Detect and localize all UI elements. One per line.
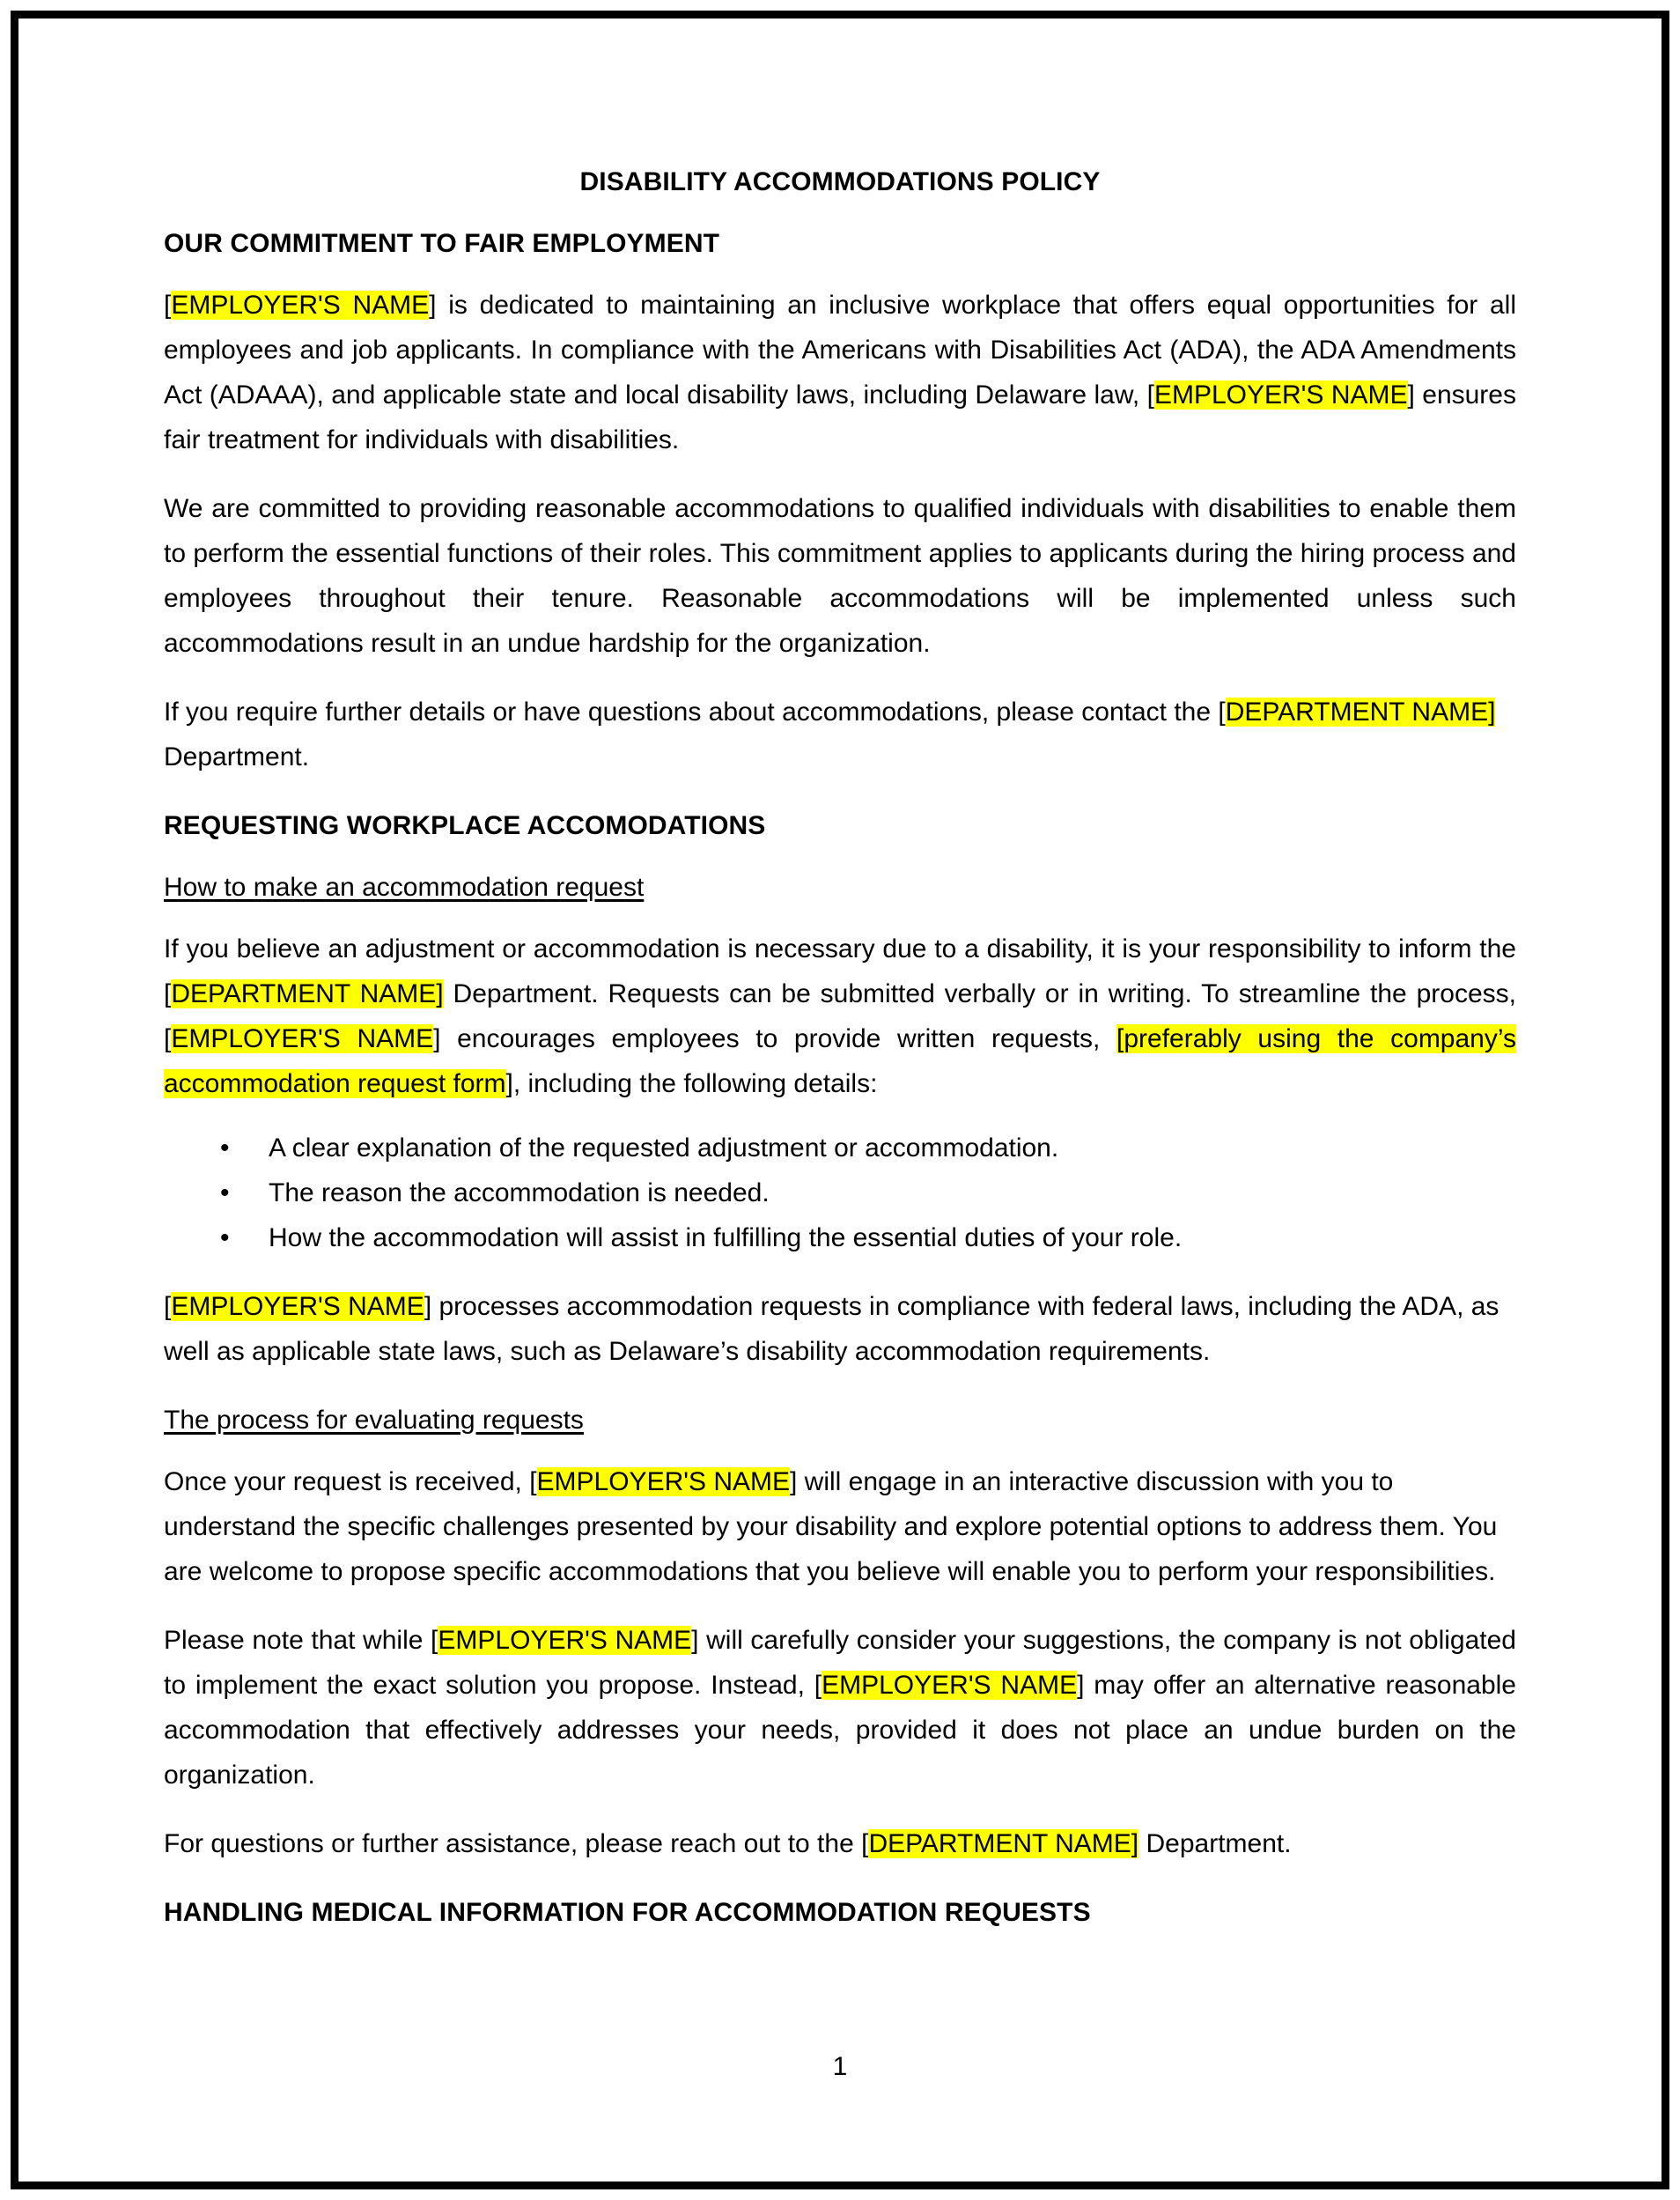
document-content	[164, 0, 1516, 1928]
paragraph-commitment-2: We are committed to providing reasonable accommodations to qualified individuals with disabilities to enable them to perform the essential functions of their roles. This commitment applies to applicants during the hiring process and employees throughout their tenure. Reasonable accommodations will be implemented unless such accommodations result in an undue hardship for the organization.	[164, 494, 1516, 658]
document-title: DISABILITY ACCOMMODATIONS POLICY	[579, 167, 1101, 196]
paragraph-requesting-4	[164, 1594, 1516, 1798]
paragraph-requesting-3	[164, 1436, 1516, 1594]
bullet-icon: •	[220, 1178, 230, 1207]
paragraph-text: Please note that while [	[164, 1626, 438, 1655]
paragraph-text: Department. Requests can be submitted verbally or in writing. To streamline the process, [	[164, 979, 1516, 1053]
placeholder-employers-name: EMPLOYER'S NAME	[822, 1671, 1078, 1700]
bracket-open: [	[164, 1292, 172, 1321]
subheading-how-to-make-request: How to make an accommodation request	[164, 873, 645, 902]
paragraph-text: Department.	[1138, 1829, 1292, 1858]
paragraph-requesting-5	[164, 1798, 1516, 1866]
paragraph-text: ] processes accommodation requests in compliance with federal laws, including the ADA, as well as applicable state laws, such as Delaware’s disability accommodation requirements.	[164, 1292, 1499, 1366]
placeholder-employers-name: EMPLOYER'S NAME	[171, 1292, 424, 1321]
paragraph-text: ], including the following details:	[505, 1069, 878, 1098]
bullet-icon: •	[220, 1223, 230, 1252]
paragraph-text: ] encourages employees to provide written requests,	[433, 1024, 1117, 1053]
bracket-open: [	[164, 291, 172, 320]
bullet-icon: •	[220, 1133, 230, 1163]
page-number: 1	[832, 2052, 848, 2081]
paragraph-text: ] will engage in an interactive discussion with you to understand the specific challenges presented by your disability and explore potential options to address them. You are welcome to propose specific accommodations that you believe will enable you to perform your responsibilities.	[164, 1467, 1498, 1586]
placeholder-department-name: DEPARTMENT NAME]	[171, 979, 444, 1008]
heading-our-commitment: OUR COMMITMENT TO FAIR EMPLOYMENT	[164, 229, 720, 258]
placeholder-department-name: DEPARTMENT NAME]	[868, 1829, 1139, 1858]
paragraph-requesting-2	[164, 1260, 1516, 1374]
paragraph-text: ] is dedicated to maintaining an inclusive workplace that offers equal opportunities for all employees and job applicants. In compliance with the Americans with Disabilities Act (ADA), the ADA Amendments Act (ADAAA), and applicable state and local disability laws, including Delaware law,	[164, 291, 1516, 410]
placeholder-employers-name: EMPLOYER'S NAME	[536, 1467, 790, 1496]
list-item	[164, 1215, 1516, 1260]
subheading-process-for-evaluating: The process for evaluating requests	[164, 1406, 584, 1435]
heading-handling-medical-information: HANDLING MEDICAL INFORMATION FOR ACCOMMODATION REQUESTS	[164, 1898, 1091, 1927]
paragraph-commitment-3	[164, 666, 1516, 779]
placeholder-employers-name: EMPLOYER'S NAME	[171, 1024, 434, 1053]
placeholder-employers-name: EMPLOYER'S NAME	[1153, 380, 1408, 410]
paragraph-text: Department.	[164, 742, 310, 771]
bracket-open: [	[1146, 380, 1154, 410]
paragraph-text: ] ensures fair treatment for individuals with disabilities.	[164, 380, 1516, 454]
placeholder-employers-name: EMPLOYER'S NAME	[171, 291, 430, 320]
list-item-label: A clear explanation of the requested adjustment or accommodation.	[269, 1133, 1059, 1163]
list-item	[164, 1170, 1516, 1215]
list-item	[164, 1126, 1516, 1170]
heading-requesting-workplace-accomodations: REQUESTING WORKPLACE ACCOMODATIONS	[164, 811, 766, 840]
paragraph-text: Once your request is received, [	[164, 1467, 537, 1496]
paragraph-text: ] may offer an alternative reasonable accommodation that effectively addresses your needs, provided it does not place an undue burden on the organization.	[164, 1671, 1516, 1790]
paragraph-text: If you believe an adjustment or accommodation is necessary due to a disability, it is your responsibility to inform the [	[164, 934, 1516, 1008]
paragraph-text: For questions or further assistance, please reach out to the [	[164, 1829, 869, 1858]
placeholder-accommodation-request-form: [preferably using the company’s accommodation request form	[164, 1024, 1516, 1098]
paragraph-commitment-1	[164, 259, 1516, 462]
paragraph-requesting-1	[164, 903, 1516, 1106]
paragraph-text: If you require further details or have questions about accommodations, please contact the [	[164, 698, 1226, 727]
placeholder-employers-name: EMPLOYER'S NAME	[438, 1626, 692, 1655]
paragraph-text: ] will carefully consider your suggestions, the company is not obligated to implement the exact solution you propose. Instead, [	[164, 1626, 1516, 1700]
list-item-label: The reason the accommodation is needed.	[269, 1178, 770, 1207]
bullet-list-request-details	[164, 1106, 1516, 1260]
list-item-label: How the accommodation will assist in fulfilling the essential duties of your role.	[269, 1223, 1183, 1252]
placeholder-department-name: DEPARTMENT NAME]	[1225, 698, 1496, 727]
